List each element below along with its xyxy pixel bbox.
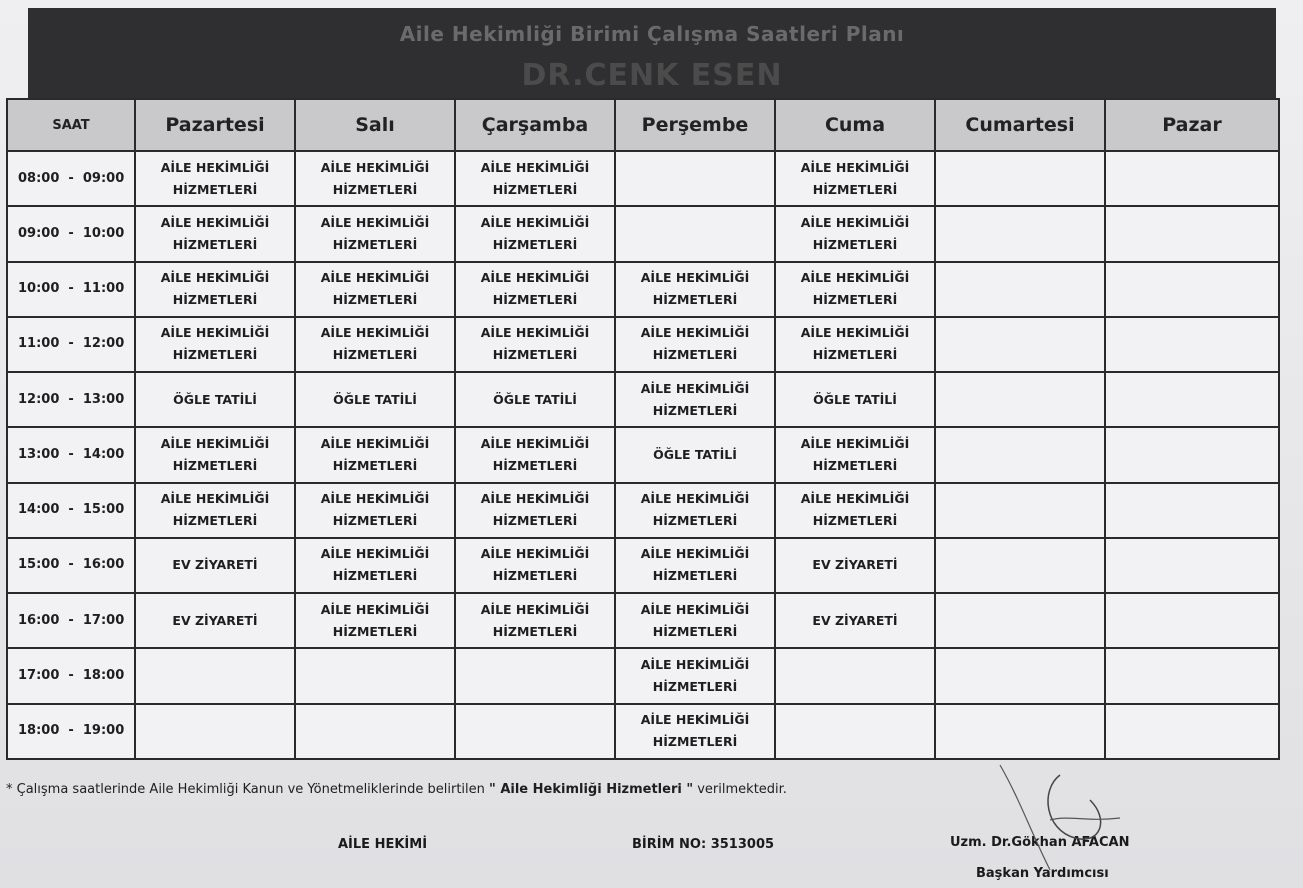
table-row bbox=[7, 427, 1279, 482]
schedule-cell: AİLE HEKİMLİĞİ HİZMETLERİ bbox=[295, 483, 455, 538]
schedule-cell bbox=[295, 704, 455, 759]
schedule-cell: AİLE HEKİMLİĞİ HİZMETLERİ bbox=[455, 262, 615, 317]
table-header-row bbox=[7, 99, 1279, 151]
schedule-cell bbox=[1105, 317, 1279, 372]
schedule-cell bbox=[935, 538, 1105, 593]
time-slot: 09:00 - 10:00 bbox=[7, 206, 135, 261]
schedule-cell: AİLE HEKİMLİĞİ HİZMETLERİ bbox=[455, 483, 615, 538]
schedule-cell: AİLE HEKİMLİĞİ HİZMETLERİ bbox=[455, 538, 615, 593]
schedule-cell: ÖĞLE TATİLİ bbox=[135, 372, 295, 427]
column-header-3: Çarşamba bbox=[455, 99, 615, 151]
schedule-cell: AİLE HEKİMLİĞİ HİZMETLERİ bbox=[455, 427, 615, 482]
time-slot: 08:00 - 09:00 bbox=[7, 151, 135, 206]
schedule-cell bbox=[935, 317, 1105, 372]
schedule-cell bbox=[935, 704, 1105, 759]
schedule-cell: AİLE HEKİMLİĞİ HİZMETLERİ bbox=[775, 206, 935, 261]
unit-number: BİRİM NO: 3513005 bbox=[632, 837, 775, 852]
schedule-cell: EV ZİYARETİ bbox=[775, 593, 935, 648]
schedule-cell: AİLE HEKİMLİĞİ HİZMETLERİ bbox=[295, 317, 455, 372]
schedule-cell bbox=[935, 593, 1105, 648]
schedule-cell bbox=[1105, 483, 1279, 538]
schedule-cell bbox=[1105, 648, 1279, 703]
schedule-cell: AİLE HEKİMLİĞİ HİZMETLERİ bbox=[615, 262, 775, 317]
schedule-cell: AİLE HEKİMLİĞİ HİZMETLERİ bbox=[615, 317, 775, 372]
schedule-cell: EV ZİYARETİ bbox=[135, 593, 295, 648]
schedule-cell: AİLE HEKİMLİĞİ HİZMETLERİ bbox=[775, 427, 935, 482]
schedule-cell: AİLE HEKİMLİĞİ HİZMETLERİ bbox=[615, 372, 775, 427]
table-row bbox=[7, 151, 1279, 206]
table-row bbox=[7, 483, 1279, 538]
schedule-cell bbox=[135, 648, 295, 703]
time-slot: 11:00 - 12:00 bbox=[7, 317, 135, 372]
schedule-cell bbox=[135, 704, 295, 759]
schedule-cell: AİLE HEKİMLİĞİ HİZMETLERİ bbox=[615, 593, 775, 648]
table-row bbox=[7, 593, 1279, 648]
time-slot: 18:00 - 19:00 bbox=[7, 704, 135, 759]
table-row bbox=[7, 538, 1279, 593]
schedule-cell: AİLE HEKİMLİĞİ HİZMETLERİ bbox=[455, 206, 615, 261]
schedule-cell bbox=[935, 206, 1105, 261]
column-header-5: Cuma bbox=[775, 99, 935, 151]
schedule-cell bbox=[455, 648, 615, 703]
schedule-cell bbox=[935, 483, 1105, 538]
schedule-cell: AİLE HEKİMLİĞİ HİZMETLERİ bbox=[775, 151, 935, 206]
table-row bbox=[7, 206, 1279, 261]
schedule-cell: ÖĞLE TATİLİ bbox=[775, 372, 935, 427]
schedule-cell bbox=[615, 206, 775, 261]
family-doctor-label: AİLE HEKİMİ bbox=[338, 837, 428, 852]
schedule-cell: ÖĞLE TATİLİ bbox=[455, 372, 615, 427]
schedule-cell: ÖĞLE TATİLİ bbox=[615, 427, 775, 482]
footnote-emphasis: " Aile Hekimliği Hizmetleri " bbox=[489, 782, 694, 797]
schedule-cell bbox=[775, 648, 935, 703]
schedule-table bbox=[6, 98, 1280, 760]
schedule-cell bbox=[615, 151, 775, 206]
schedule-cell: AİLE HEKİMLİĞİ HİZMETLERİ bbox=[135, 151, 295, 206]
table-row bbox=[7, 262, 1279, 317]
column-header-saat: SAAT bbox=[7, 99, 135, 151]
schedule-cell: EV ZİYARETİ bbox=[135, 538, 295, 593]
schedule-cell: AİLE HEKİMLİĞİ HİZMETLERİ bbox=[135, 427, 295, 482]
signer-name: Uzm. Dr.Gökhan AFACAN bbox=[950, 835, 1130, 850]
schedule-cell: AİLE HEKİMLİĞİ HİZMETLERİ bbox=[455, 593, 615, 648]
column-header-4: Perşembe bbox=[615, 99, 775, 151]
schedule-cell bbox=[935, 648, 1105, 703]
schedule-cell: AİLE HEKİMLİĞİ HİZMETLERİ bbox=[615, 648, 775, 703]
schedule-cell bbox=[935, 151, 1105, 206]
schedule-cell: AİLE HEKİMLİĞİ HİZMETLERİ bbox=[615, 704, 775, 759]
column-header-6: Cumartesi bbox=[935, 99, 1105, 151]
footnote-suffix: verilmektedir. bbox=[693, 782, 787, 797]
schedule-cell: AİLE HEKİMLİĞİ HİZMETLERİ bbox=[615, 538, 775, 593]
schedule-cell bbox=[935, 262, 1105, 317]
time-slot: 14:00 - 15:00 bbox=[7, 483, 135, 538]
schedule-cell: AİLE HEKİMLİĞİ HİZMETLERİ bbox=[615, 483, 775, 538]
schedule-cell: ÖĞLE TATİLİ bbox=[295, 372, 455, 427]
schedule-cell: AİLE HEKİMLİĞİ HİZMETLERİ bbox=[775, 262, 935, 317]
time-slot: 10:00 - 11:00 bbox=[7, 262, 135, 317]
time-slot: 17:00 - 18:00 bbox=[7, 648, 135, 703]
schedule-cell bbox=[1105, 262, 1279, 317]
time-slot: 12:00 - 13:00 bbox=[7, 372, 135, 427]
schedule-cell bbox=[775, 704, 935, 759]
schedule-cell: AİLE HEKİMLİĞİ HİZMETLERİ bbox=[295, 538, 455, 593]
schedule-cell bbox=[935, 427, 1105, 482]
schedule-cell: AİLE HEKİMLİĞİ HİZMETLERİ bbox=[295, 262, 455, 317]
schedule-cell bbox=[1105, 593, 1279, 648]
column-header-1: Pazartesi bbox=[135, 99, 295, 151]
schedule-cell: AİLE HEKİMLİĞİ HİZMETLERİ bbox=[135, 262, 295, 317]
schedule-cell: AİLE HEKİMLİĞİ HİZMETLERİ bbox=[775, 317, 935, 372]
doctor-name: DR.CENK ESEN bbox=[521, 58, 783, 93]
signer-title: Başkan Yardımcısı bbox=[976, 866, 1109, 881]
table-row bbox=[7, 317, 1279, 372]
schedule-cell bbox=[295, 648, 455, 703]
footnote bbox=[6, 782, 787, 797]
plan-title: Aile Hekimliği Birimi Çalışma Saatleri Planı bbox=[399, 22, 905, 46]
handwritten-signature bbox=[990, 760, 1130, 880]
schedule-cell bbox=[1105, 151, 1279, 206]
schedule-cell bbox=[1105, 372, 1279, 427]
schedule-cell: AİLE HEKİMLİĞİ HİZMETLERİ bbox=[455, 151, 615, 206]
schedule-cell bbox=[1105, 206, 1279, 261]
schedule-cell bbox=[1105, 704, 1279, 759]
schedule-cell: AİLE HEKİMLİĞİ HİZMETLERİ bbox=[295, 593, 455, 648]
time-slot: 15:00 - 16:00 bbox=[7, 538, 135, 593]
column-header-7: Pazar bbox=[1105, 99, 1279, 151]
table-row bbox=[7, 704, 1279, 759]
column-header-2: Salı bbox=[295, 99, 455, 151]
schedule-cell: AİLE HEKİMLİĞİ HİZMETLERİ bbox=[135, 206, 295, 261]
schedule-cell: EV ZİYARETİ bbox=[775, 538, 935, 593]
table-row bbox=[7, 648, 1279, 703]
schedule-cell bbox=[1105, 427, 1279, 482]
document-header bbox=[28, 8, 1276, 100]
schedule-cell: AİLE HEKİMLİĞİ HİZMETLERİ bbox=[135, 483, 295, 538]
schedule-cell: AİLE HEKİMLİĞİ HİZMETLERİ bbox=[775, 483, 935, 538]
schedule-cell: AİLE HEKİMLİĞİ HİZMETLERİ bbox=[295, 151, 455, 206]
schedule-cell bbox=[455, 704, 615, 759]
schedule-cell: AİLE HEKİMLİĞİ HİZMETLERİ bbox=[295, 427, 455, 482]
time-slot: 13:00 - 14:00 bbox=[7, 427, 135, 482]
schedule-cell: AİLE HEKİMLİĞİ HİZMETLERİ bbox=[295, 206, 455, 261]
schedule-cell bbox=[935, 372, 1105, 427]
time-slot: 16:00 - 17:00 bbox=[7, 593, 135, 648]
schedule-cell bbox=[1105, 538, 1279, 593]
schedule-cell: AİLE HEKİMLİĞİ HİZMETLERİ bbox=[455, 317, 615, 372]
footnote-prefix: * Çalışma saatlerinde Aile Hekimliği Kanun ve Yönetmeliklerinde belirtilen bbox=[6, 782, 490, 797]
table-row bbox=[7, 372, 1279, 427]
schedule-cell: AİLE HEKİMLİĞİ HİZMETLERİ bbox=[135, 317, 295, 372]
